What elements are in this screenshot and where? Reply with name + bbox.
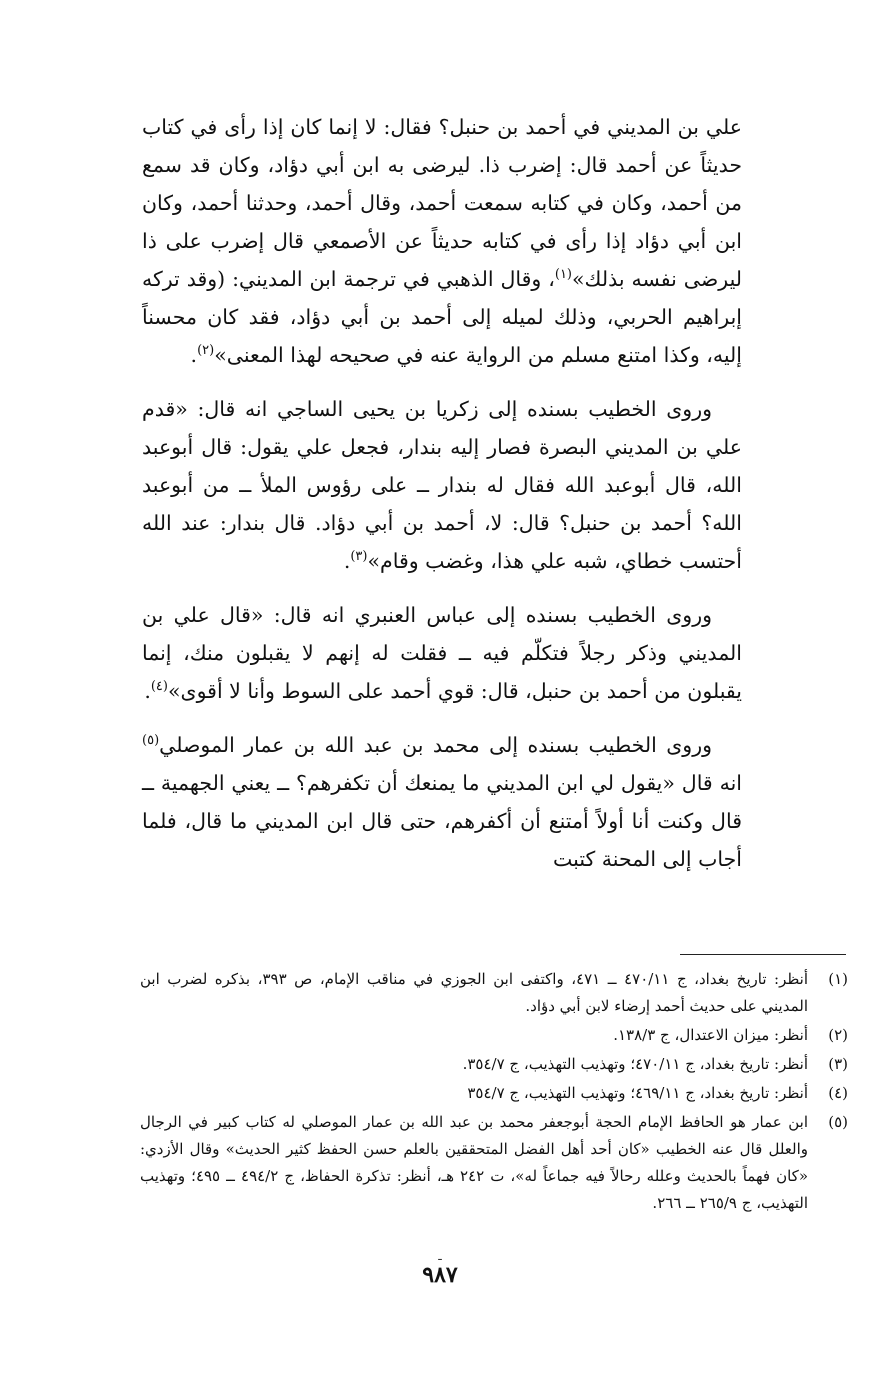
paragraph-text: وروى الخطيب بسنده إلى عباس العنبري انه قال: «قال علي بن المديني وذكر رجلاً فتكلّم فيه ــ فقلت له إنهم لا يقبلون منك، إنما يقبلون من أحمد بن حنبل، قال: قوي أحمد على السوط وأنا لا أقوى» [142,603,742,703]
footnote-reference: (٥) [142,733,160,749]
footnote-reference: (٤) [150,679,168,695]
paragraph-text: وروى الخطيب بسنده إلى محمد بن عبد الله بن عمار الموصلي [159,733,712,757]
footnote-5 [140,1109,848,1217]
paragraph-4 [142,726,742,878]
footnote-text: أنظر: تاريخ بغداد، ج ٤٧٠/١١ ــ ٤٧١، واكتفى ابن الجوزي في مناقب الإمام، ص ٣٩٣، بذكره لضرب ابن المديني على حديث أحمد إرضاء لابن أبي دؤاد. [140,970,808,1015]
footnotes [140,966,848,1219]
footnote-2 [140,1022,848,1049]
footnote-text: أنظر: ميزان الاعتدال، ج ١٣٨/٣. [613,1026,808,1044]
footnote-reference: (١) [554,267,572,283]
footnote-number: (٤) [828,1084,848,1102]
footnote-number: (١) [828,970,848,988]
paragraph-text: ، وقال الذهبي في ترجمة ابن المديني: (وقد تركه إبراهيم الحربي، وذلك لميله إلى أحمد بن أبي دؤاد، فقد كان محسناً إليه، وكذا امتنع مسلم من الرواية عنه في صحيحه لهذا المعنى» [142,267,742,367]
footnote-number: (٣) [828,1055,848,1073]
footnote-4 [140,1080,848,1107]
footnote-text: أنظر: تاريخ بغداد، ج ٤٧٠/١١؛ وتهذيب التهذيب، ج ٣٥٤/٧. [462,1055,808,1073]
footnote-3 [140,1051,848,1078]
footnote-text: ابن عمار هو الحافظ الإمام الحجة أبوجعفر محمد بن عبد الله بن عمار الموصلي له كتاب كبير في الرجال والعلل قال عنه الخطيب «كان أحد أهل الفضل المتحققين بالعلم حسن الحفظ كثير الحديث» وقال الأزدي: «كان فهماً بالحديث وعلله رحالاً فيه جماعاً له»، ت ٢٤٢ هـ، أنظر: تذكرة الحفاظ، ج ٤٩٤/٢ ــ ٤٩٥؛ وتهذيب التهذيب، ج ٢٦٥/٩ ــ ٢٦٦. [140,1113,809,1212]
footnote-reference: (٢) [197,343,215,359]
footnote-text: أنظر: تاريخ بغداد، ج ٤٦٩/١١؛ وتهذيب التهذيب، ج ٣٥٤/٧ [467,1084,808,1102]
page-number-ornament: ـ [438,1249,442,1263]
paragraph-3 [142,596,742,710]
paragraph-text: علي بن المديني في أحمد بن حنبل؟ فقال: لا إنما كان إذا رأى في كتاب حديثاً عن أحمد قال: إضرب ذا. ليرضى به ابن أبي دؤاد، وكان قد سمع من أحمد، وكان في كتابه سمعت أحمد، وقال أحمد، وحدثنا أحمد، وكان ابن أبي دؤاد إذا رأى في كتابه حديثاً عن الأصمعي قال إضرب على ذا ليرضى نفسه بذلك» [142,115,743,291]
paragraph-text: انه قال «يقول لي ابن المديني ما يمنعك أن تكفرهم؟ ــ يعني الجهمية ــ قال وكنت أنا أولاً أمتنع أن أكفرهم، حتى قال ابن المديني ما قال، فلما أجاب إلى المحنة كتبت [142,771,742,871]
paragraph-text: . [190,343,198,367]
paragraph-text: وروى الخطيب بسنده إلى زكريا بن يحيى الساجي انه قال: «قدم علي بن المديني البصرة فصار إليه بندار، فجعل علي يقول: قال أبوعبد الله، قال أبوعبد الله فقال له بندار ــ على رؤوس الملأ ــ من أبوعبد الله؟ أحمد بن حنبل؟ قال: لا، أحمد بن أبي دؤاد. قال بندار: عند الله أحتسب خطاي، شبه علي هذا، وغضب وقام» [142,397,742,573]
footnote-reference: (٣) [350,549,368,565]
paragraph-text: . [343,549,351,573]
paragraph-1 [142,108,742,374]
footnote-number: (٢) [828,1026,848,1044]
footnote-number: (٥) [828,1113,848,1131]
footnote-1 [140,966,848,1020]
paragraph-text: . [144,679,151,703]
paragraph-2 [142,390,742,580]
main-text [142,108,742,894]
page-number: ٩٨٧ [422,1262,458,1288]
footnote-separator [680,954,846,955]
